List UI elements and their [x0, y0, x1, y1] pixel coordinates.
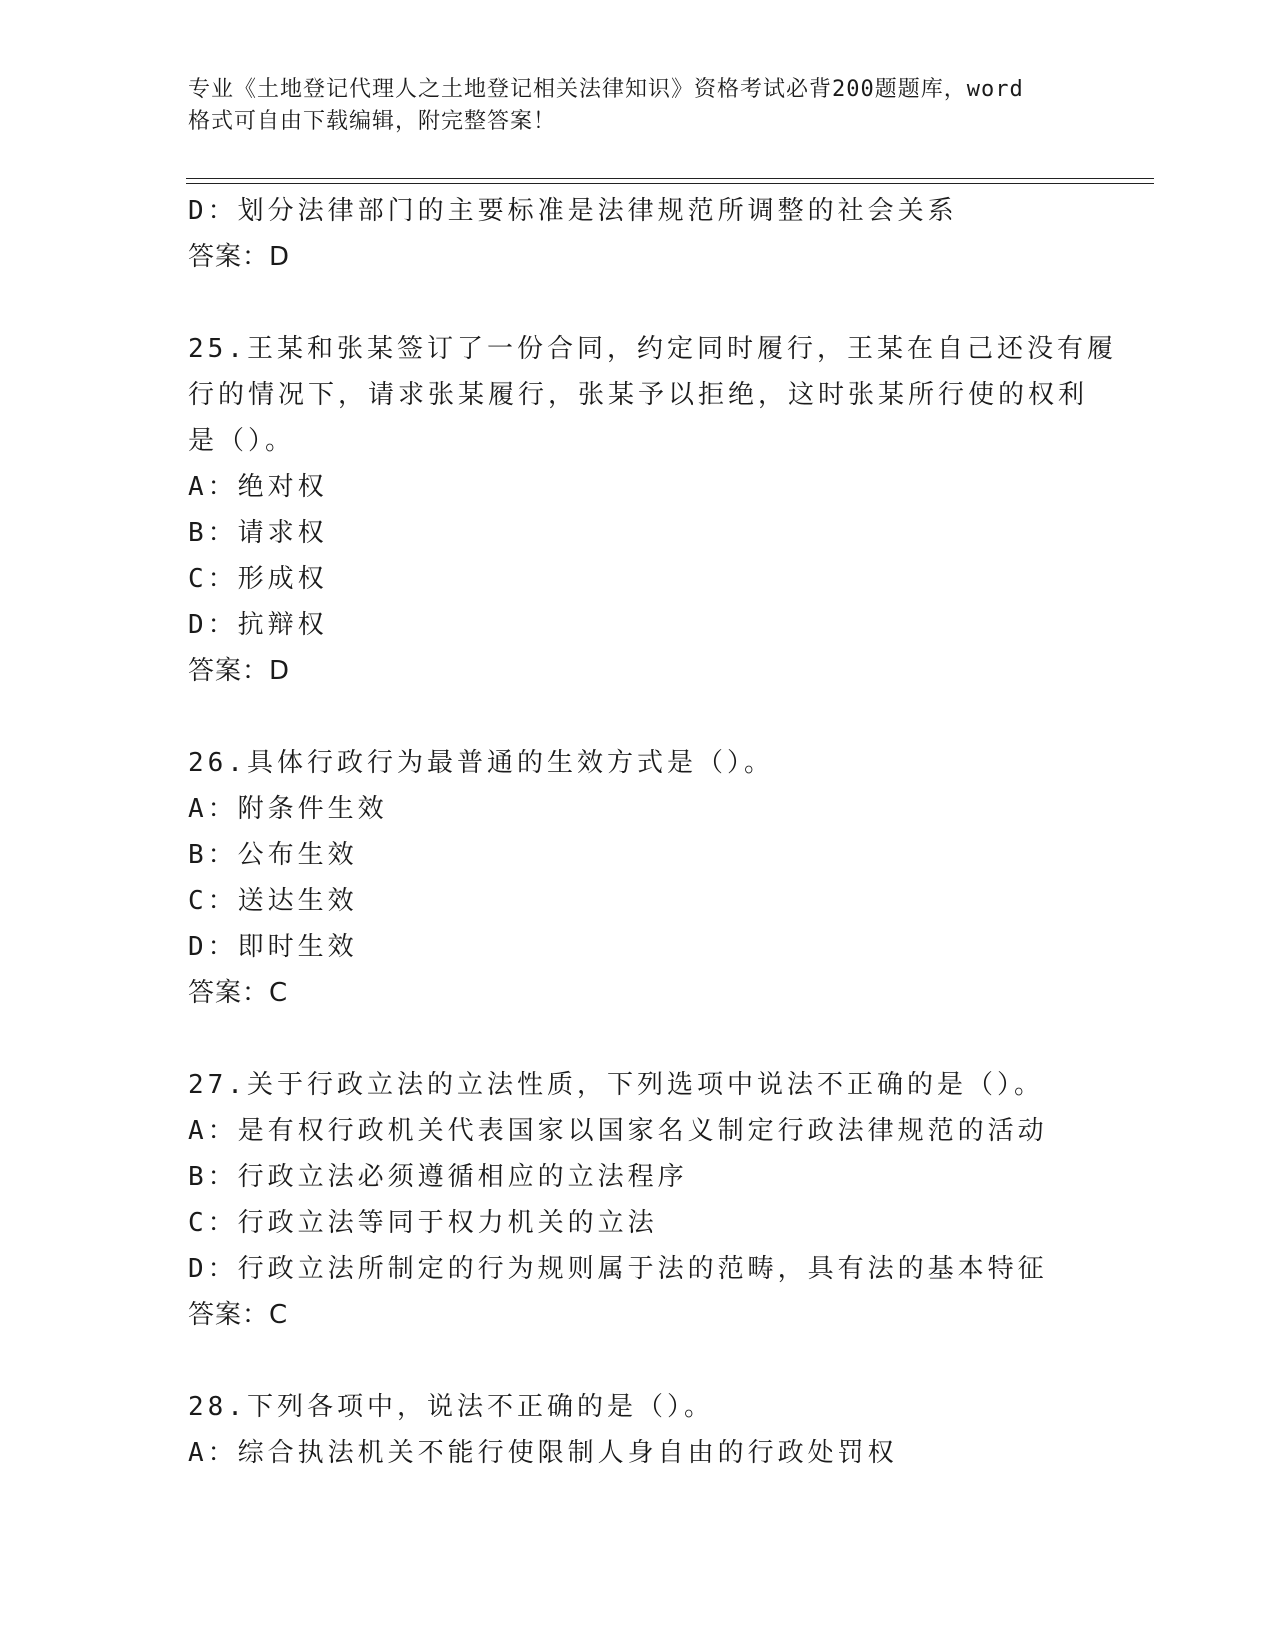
- spacer: [188, 1016, 1148, 1062]
- option-d: D：划分法律部门的主要标准是法律规范所调整的社会关系: [188, 196, 958, 226]
- option-b: B：行政立法必须遵循相应的立法程序: [188, 1162, 688, 1192]
- option-b: B：公布生效: [188, 840, 358, 870]
- option-a: A：绝对权: [188, 472, 328, 502]
- question-24-tail: [188, 188, 1148, 280]
- question-stem: 27.关于行政立法的立法性质，下列选项中说法不正确的是（）。: [188, 1070, 1044, 1100]
- question-list: [188, 188, 1148, 1476]
- option-c: C：行政立法等同于权力机关的立法: [188, 1208, 658, 1238]
- question-28: [188, 1384, 1148, 1476]
- header-line-2: 格式可自由下载编辑，附完整答案！: [188, 109, 557, 134]
- answer: 答案：C: [188, 978, 289, 1008]
- option-d: D：行政立法所制定的行为规则属于法的范畴，具有法的基本特征: [188, 1254, 1048, 1284]
- question-stem: 26.具体行政行为最普通的生效方式是（）。: [188, 748, 774, 778]
- spacer: [188, 694, 1148, 740]
- option-a: A：是有权行政机关代表国家以国家名义制定行政法律规范的活动: [188, 1116, 1048, 1146]
- answer: 答案：D: [188, 242, 291, 272]
- answer: 答案：D: [188, 656, 291, 686]
- option-c: C：送达生效: [188, 886, 358, 916]
- spacer: [188, 280, 1148, 326]
- option-a: A：综合执法机关不能行使限制人身自由的行政处罚权: [188, 1438, 898, 1468]
- question-27: [188, 1062, 1148, 1338]
- option-d: D：即时生效: [188, 932, 358, 962]
- header-rule-top: [186, 178, 1154, 179]
- question-stem-line-3: 是（）。: [188, 426, 296, 456]
- header-rule-bottom: [186, 183, 1154, 184]
- question-25: [188, 326, 1148, 694]
- answer: 答案：C: [188, 1300, 289, 1330]
- question-stem: 28.下列各项中，说法不正确的是（）。: [188, 1392, 714, 1422]
- document-header: [188, 74, 1088, 138]
- option-d: D：抗辩权: [188, 610, 328, 640]
- header-line-1: 专业《土地登记代理人之土地登记相关法律知识》资格考试必背200题题库，word: [188, 77, 1024, 102]
- question-26: [188, 740, 1148, 1016]
- question-stem-line-2: 行的情况下，请求张某履行，张某予以拒绝，这时张某所行使的权利: [188, 380, 1089, 410]
- option-b: B：请求权: [188, 518, 328, 548]
- question-stem-line-1: 25.王某和张某签订了一份合同，约定同时履行，王某在自己还没有履: [188, 334, 1117, 364]
- option-a: A：附条件生效: [188, 794, 388, 824]
- spacer: [188, 1338, 1148, 1384]
- option-c: C：形成权: [188, 564, 328, 594]
